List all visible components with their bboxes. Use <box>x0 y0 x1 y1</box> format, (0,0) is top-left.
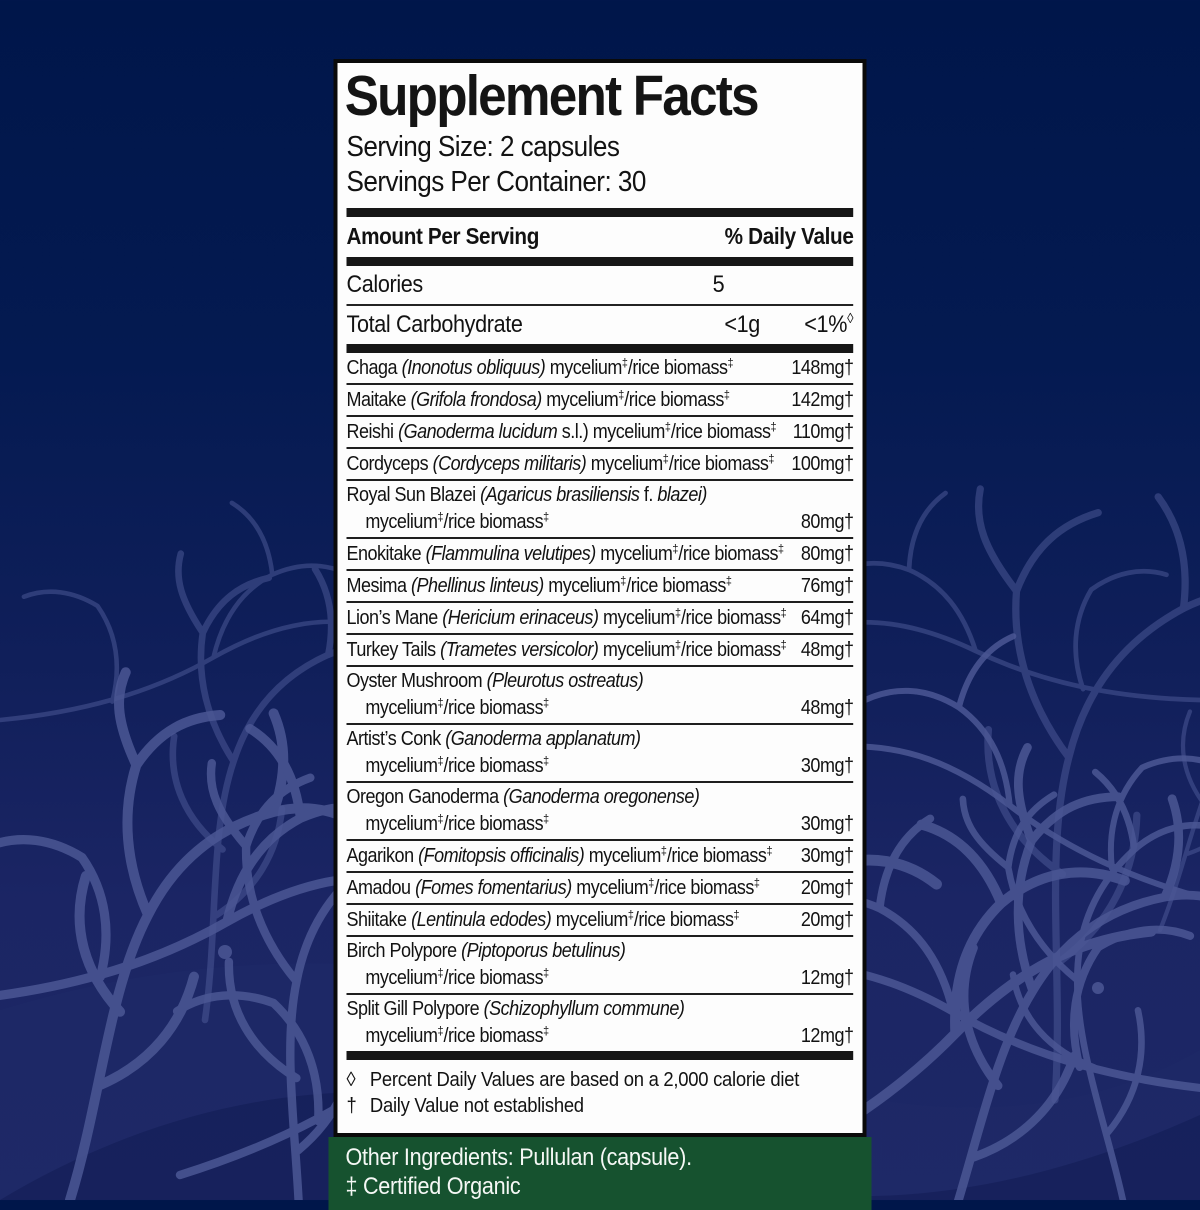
ingredient-row <box>347 571 854 603</box>
ingredient-name: Maitake <box>346 389 411 412</box>
column-header-row <box>347 217 854 257</box>
ingredient-row <box>347 449 854 481</box>
ingredient-amount: 12mg† <box>800 1025 854 1048</box>
divider-bar <box>347 344 854 353</box>
ingredient-name: Cordyceps <box>346 453 433 476</box>
ingredient-source-text: mycelium‡/rice biomass‡ <box>576 875 760 900</box>
ingredient-amount: 80mg† <box>800 511 854 534</box>
ingredient-amount: 76mg† <box>800 575 854 598</box>
ingredient-row <box>347 635 854 667</box>
ingredient-list <box>347 353 854 1051</box>
ingredient-name: Agarikon <box>346 845 419 868</box>
ingredient-amount: 20mg† <box>800 909 854 932</box>
total-carbohydrate-daily-value: <1%◊ <box>804 311 854 339</box>
ingredient-source-text: mycelium‡/rice biomass‡ <box>365 1023 550 1048</box>
supplement-facts-title: Supplement Facts <box>344 64 758 128</box>
ingredient-name: Enokitake <box>346 543 426 566</box>
ingredient-amount: 142mg† <box>791 389 854 412</box>
ingredient-amount: 48mg† <box>800 639 854 662</box>
ingredient-row <box>347 417 854 449</box>
footnote-percent-daily-values: ◊ Percent Daily Values are based on a 2,000 calorie diet <box>346 1068 800 1092</box>
footnote-daily-value-not-established: † Daily Value not established <box>346 1094 584 1118</box>
ingredient-latin-name: (Schizophyllum commune) <box>483 998 685 1021</box>
ingredient-row <box>347 905 854 937</box>
ingredient-source-text: mycelium‡/rice biomass‡ <box>602 605 787 630</box>
certified-organic-text: ‡ Certified Organic <box>345 1173 521 1201</box>
total-carbohydrate-row <box>347 306 854 344</box>
ingredient-amount: 30mg† <box>800 755 854 778</box>
ingredient-latin-name: (Ganoderma oregonense) <box>503 786 700 809</box>
ingredient-name: Oyster Mushroom <box>346 670 487 693</box>
ingredient-row <box>347 937 854 995</box>
ingredient-latin-name: (Inonotus obliquus) <box>401 357 546 380</box>
ingredient-source-text: mycelium‡/rice biomass‡ <box>365 509 550 534</box>
ingredient-name: Shiitake <box>346 909 412 932</box>
supplement-facts-panel <box>334 59 867 1137</box>
ingredient-latin-name: (Trametes versicolor) <box>440 639 599 662</box>
calories-amount: 5 <box>712 271 725 299</box>
ingredient-latin-name: (Grifola frondosa) <box>410 389 542 412</box>
ingredient-name: Birch Polypore <box>346 940 462 963</box>
other-ingredients-box <box>329 1137 872 1210</box>
ingredient-amount: 30mg† <box>800 813 854 836</box>
serving-size-text: Serving Size: 2 capsules <box>346 131 620 164</box>
ingredient-name: Lion’s Mane <box>346 607 443 630</box>
ingredient-row <box>347 995 854 1051</box>
divider-bar <box>347 1051 854 1060</box>
calories-row <box>347 266 854 306</box>
ingredient-latin-name: (Lentinula edodes) <box>411 909 552 932</box>
ingredient-row <box>347 603 854 635</box>
ingredient-row <box>347 841 854 873</box>
ingredient-source-text: mycelium‡/rice biomass‡ <box>365 811 550 836</box>
ingredient-latin-name: (Fomes fomentarius) <box>415 877 572 900</box>
ingredient-name: Amadou <box>346 877 416 900</box>
ingredient-amount: 64mg† <box>800 607 854 630</box>
total-carbohydrate-label: Total Carbohydrate <box>346 311 523 339</box>
ingredient-name: Chaga <box>346 357 402 380</box>
ingredient-source-text: mycelium‡/rice biomass‡ <box>549 355 734 380</box>
servings-per-container-text: Servings Per Container: 30 <box>346 166 646 199</box>
diamond-symbol: ◊ <box>346 1068 356 1092</box>
ingredient-latin-name: (Pleurotus ostreatus) <box>486 670 644 693</box>
ingredient-amount: 148mg† <box>791 357 854 380</box>
ingredient-row <box>347 481 854 539</box>
footnotes <box>347 1060 854 1123</box>
ingredient-amount: 100mg† <box>791 453 854 476</box>
ingredient-latin-name: (Hericium erinaceus) <box>442 607 599 630</box>
ingredient-name: Turkey Tails <box>346 639 441 662</box>
divider-bar <box>347 257 854 266</box>
ingredient-row <box>347 873 854 905</box>
ingredient-row <box>347 725 854 783</box>
divider-bar <box>347 208 854 217</box>
ingredient-source-text: mycelium‡/rice biomass‡ <box>365 695 550 720</box>
supplement-label <box>334 59 867 1210</box>
ingredient-source-text: mycelium‡/rice biomass‡ <box>588 843 773 868</box>
ingredient-source-text: mycelium‡/rice biomass‡ <box>546 387 730 412</box>
ingredient-amount: 12mg† <box>800 967 854 990</box>
ingredient-name: Split Gill Polypore <box>346 998 484 1021</box>
ingredient-row <box>347 385 854 417</box>
ingredient-name: Oregon Ganoderma <box>346 786 504 809</box>
ingredient-latin-name: (Flammulina velutipes) <box>425 543 596 566</box>
ingredient-latin-name: (Fomitopsis officinalis) <box>418 845 585 868</box>
dagger-symbol: † <box>346 1094 357 1118</box>
ingredient-row <box>347 539 854 571</box>
ingredient-latin-name: (Piptoporus betulinus) <box>461 940 626 963</box>
amount-per-serving-header: Amount Per Serving <box>346 223 540 250</box>
ingredient-amount: 30mg† <box>800 845 854 868</box>
ingredient-source-text: mycelium‡/rice biomass‡ <box>602 637 787 662</box>
ingredient-source-text: mycelium‡/rice biomass‡ <box>592 419 777 444</box>
ingredient-row <box>347 353 854 385</box>
ingredient-row <box>347 667 854 725</box>
ingredient-amount: 80mg† <box>800 543 854 566</box>
ingredient-latin-name: (Cordyceps militaris) <box>432 453 587 476</box>
ingredient-amount: 48mg† <box>800 697 854 720</box>
ingredient-row <box>347 783 854 841</box>
other-ingredients-text: Other Ingredients: Pullulan (capsule). <box>345 1144 692 1172</box>
ingredient-source-text: mycelium‡/rice biomass‡ <box>590 451 775 476</box>
ingredient-name: Reishi <box>346 421 399 444</box>
ingredient-name: Artist’s Conk <box>346 728 446 751</box>
ingredient-name: Royal Sun Blazei <box>346 484 481 507</box>
total-carbohydrate-amount: <1g <box>724 311 760 339</box>
ingredient-amount: 110mg† <box>792 421 854 444</box>
ingredient-source-text: mycelium‡/rice biomass‡ <box>548 573 732 598</box>
ingredient-latin-name: (Ganoderma lucidum s.l.) <box>398 421 589 444</box>
calories-label: Calories <box>346 271 423 299</box>
ingredient-latin-name: (Ganoderma applanatum) <box>445 728 641 751</box>
diamond-symbol: ◊ <box>847 311 854 328</box>
ingredient-name: Mesima <box>346 575 412 598</box>
ingredient-source-text: mycelium‡/rice biomass‡ <box>365 753 550 778</box>
ingredient-latin-name: (Phellinus linteus) <box>411 575 544 598</box>
daily-value-header: % Daily Value <box>724 223 854 250</box>
ingredient-source-text: mycelium‡/rice biomass‡ <box>600 541 784 566</box>
ingredient-source-text: mycelium‡/rice biomass‡ <box>555 907 740 932</box>
ingredient-amount: 20mg† <box>800 877 854 900</box>
ingredient-source-text: mycelium‡/rice biomass‡ <box>365 965 550 990</box>
ingredient-latin-name: (Agaricus brasiliensis f. blazei) <box>480 484 707 507</box>
